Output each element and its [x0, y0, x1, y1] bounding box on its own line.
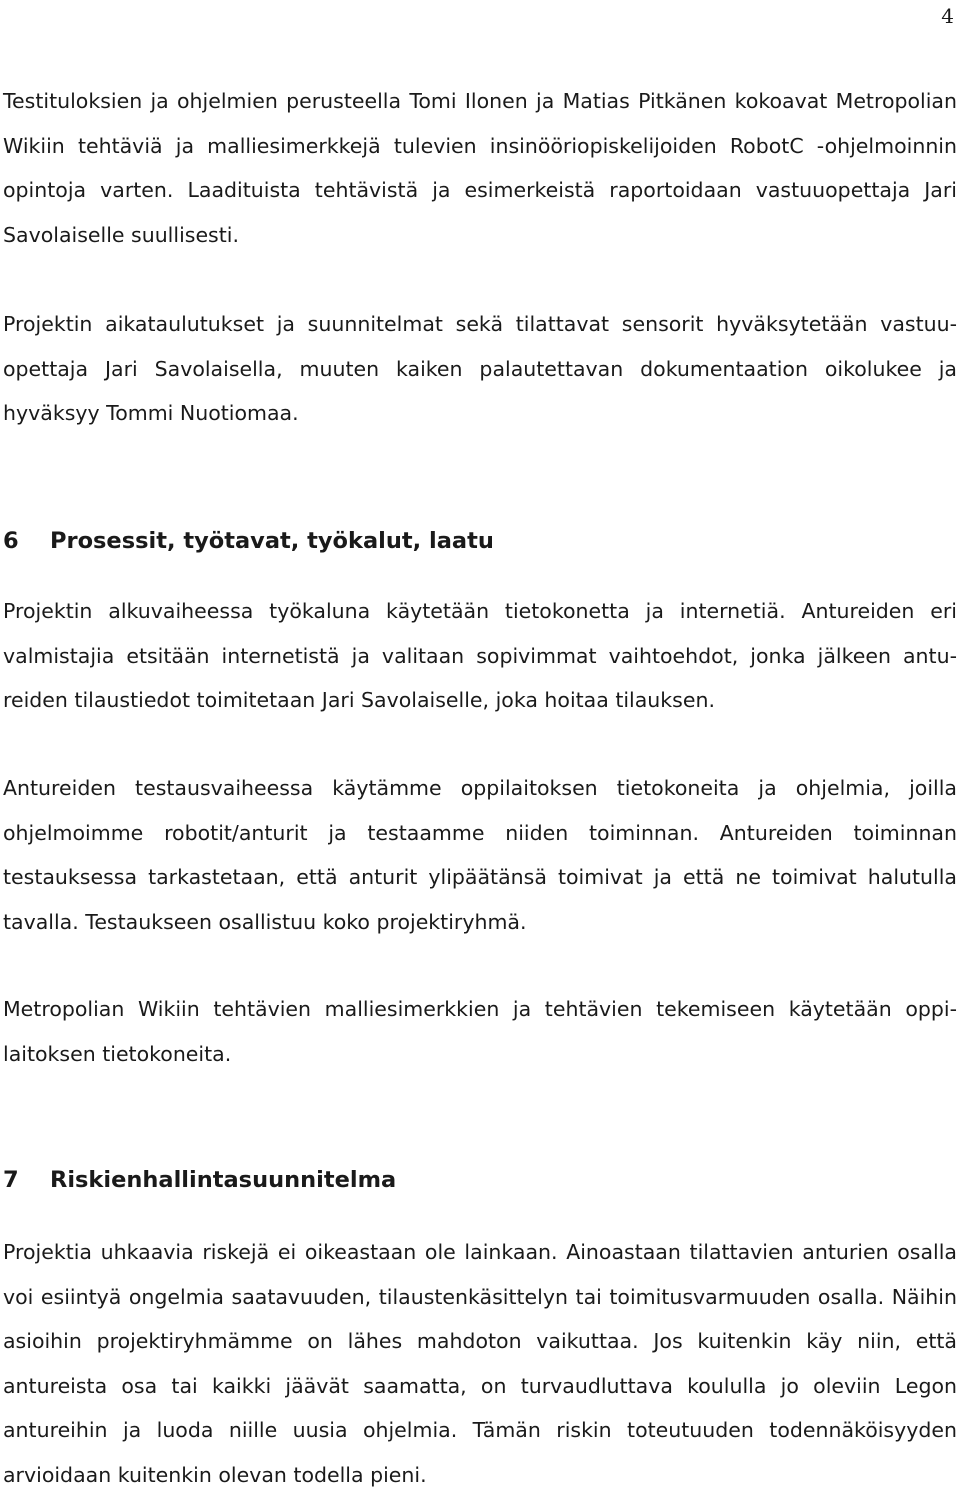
section-number: 6	[3, 528, 19, 554]
paragraph-risks: Projektia uhkaavia riskejä ei oikeastaan ole lainkaan. Ainoastaan tilattavien anturien osalla voi esiintyä ongelmia saatavuuden, tilaustenkäsittelyn tai toimitusvarmuuden osalla. Näihin asioihin projektiryhmämme on lähes mahdoton vaikuttaa. Jos kuitenkin käy niin, että antureista osa tai kaikki jäävät saamatta, on turvaudluttava koululla jo oleviin Legon antureihin ja luoda niille uusia ohjelmia. Tämän riskin toteutuuden todennäköisyyden arvioidaan kuitenkin olevan todella pieni.	[3, 1240, 957, 1487]
paragraph-wiki-computers: Metropolian Wikiin tehtävien malliesimerkkien ja tehtävien tekemiseen käytetään oppilaitoksen tietokoneita.	[3, 997, 957, 1066]
section-number: 7	[3, 1167, 19, 1193]
section-title: Riskienhallintasuunnitelma	[50, 1167, 397, 1193]
paragraph-tools: Projektin alkuvaiheessa työkaluna käytetään tietokonetta ja internetiä. Antureiden eri valmistajia etsitään internetistä ja valitaan sopivimmat vaihtoehdot, jonka jälkeen antureiden tilaustiedot toimitetaan Jari Savolaiselle, joka hoitaa tilauksen.	[3, 599, 957, 712]
section-heading-6	[3, 526, 494, 556]
paragraph-schedule-approval: Projektin aikataulutukset ja suunnitelmat sekä tilattavat sensorit hyväksytetään vastuuopettaja Jari Savolaisella, muuten kaiken palautettavan dokumentaation oikolukee ja hyväksyy Tommi Nuotiomaa.	[3, 312, 957, 425]
paragraph-testing: Antureiden testausvaiheessa käytämme oppilaitoksen tietokoneita ja ohjelmia, joilla ohjelmoimme robotit/anturit ja testaamme niiden toiminnan. Antureiden toiminnan testauksessa tarkastetaan, että anturit ylipäätänsä toimivat ja että ne toimivat halutulla tavalla. Testaukseen osallistuu koko projektiryhmä.	[3, 776, 957, 934]
paragraph-wiki-tasks: Testituloksien ja ohjelmien perusteella Tomi Ilonen ja Matias Pitkänen kokoavat Metropolian Wikiin tehtäviä ja malliesimerkkejä tulevien insinööriopiskelijoiden RobotC -ohjelmoinnin opintoja varten. Laadituista tehtävistä ja esimerkeistä raportoidaan vastuuopettaja Jari Savolaiselle suullisesti.	[3, 89, 957, 247]
section-title: Prosessit, työtavat, työkalut, laatu	[50, 528, 494, 554]
page-number: 4	[941, 4, 954, 28]
section-heading-7	[3, 1165, 396, 1195]
